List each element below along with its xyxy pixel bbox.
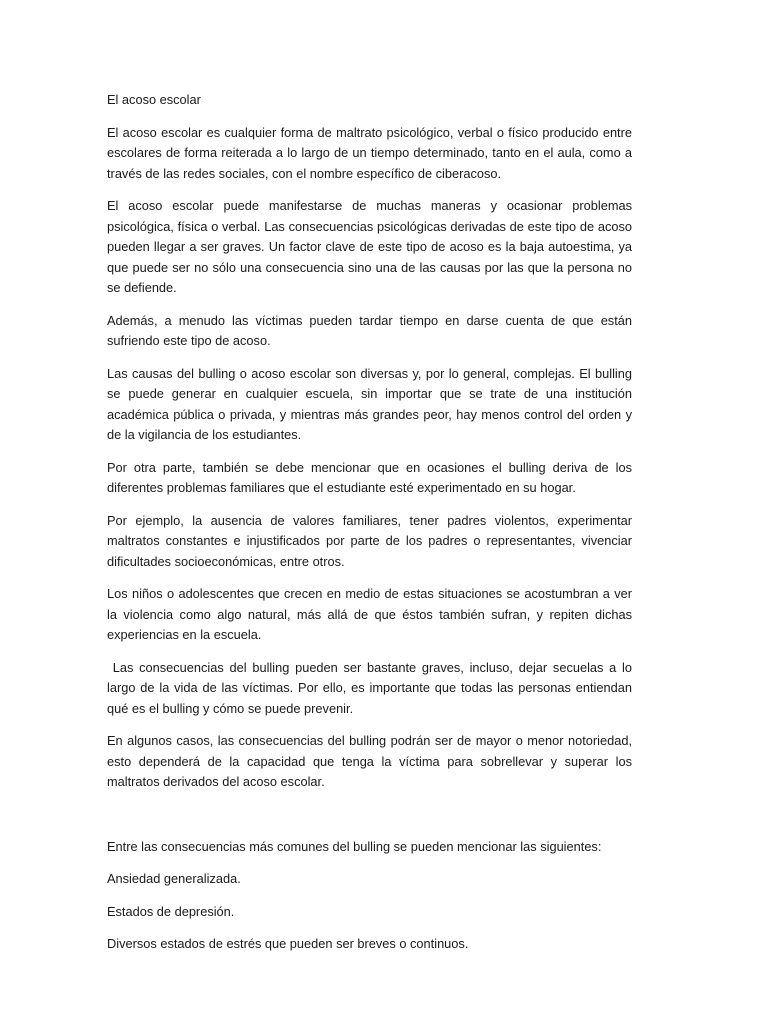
paragraph-manifestations: El acoso escolar puede manifestarse de muchas maneras y ocasionar problemas psicológica, física o verbal. Las consecuencias psicológicas derivadas de este tipo de acoso pueden llegar a ser graves. Un factor clave de este tipo de acoso es la baja autoestima, ya que puede ser no sólo una consecuencia sino una de las causas por las que la persona no se defiende.: [107, 198, 632, 295]
paragraph-violence-normalized: Los niños o adolescentes que crecen en medio de estas situaciones se acostumbran a ver la violencia como algo natural, más allá de que éstos también sufran, y repiten dichas experiencias en la escuela.: [107, 586, 632, 642]
paragraph-causes: Las causas del bulling o acoso escolar son diversas y, por lo general, complejas. El bulling se puede generar en cualquier escuela, sin importar que se trate de una institución académica pública o privada, y mientras más grandes peor, hay menos control del orden y de la vigilancia de los estudiantes.: [107, 365, 632, 442]
paragraph-consequences: Las consecuencias del bulling pueden ser bastante graves, incluso, dejar secuelas a lo largo de la vida de las víctimas. Por ello, es importante que todas las personas entiendan qué es el bulling y cómo se puede prevenir.: [107, 659, 636, 716]
blank-spacer: [107, 805, 632, 837]
document-title: El acoso escolar: [107, 92, 201, 107]
paragraph-definition: El acoso escolar es cualquier forma de maltrato psicológico, verbal o físico producido entre escolares de forma reiterada a lo largo de un tiempo determinado, tanto en el aula, como a través de las redes sociales, con el nombre específico de ciberacoso.: [107, 124, 632, 181]
paragraph-family-problems: Por otra parte, también se debe mencionar que en ocasiones el bulling deriva de los diferentes problemas familiares que el estudiante esté experimentado en su hogar.: [107, 459, 632, 495]
document-body: [107, 90, 636, 967]
paragraph-examples: Por ejemplo, la ausencia de valores familiares, tener padres violentos, experimentar maltratos constantes e injustificados por parte de los padres o representantes, vivenciar dificultades socioeconómicas, entre otros.: [107, 512, 632, 569]
paragraph-severity: En algunos casos, las consecuencias del bulling podrán ser de mayor o menor notoriedad, esto dependerá de la capacidad que tenga la víctima para sobrellevar y superar los maltratos derivados del acoso escolar.: [107, 733, 632, 789]
list-intro: Entre las consecuencias más comunes del bulling se pueden mencionar las siguientes:: [107, 838, 602, 854]
list-item-stress: Diversos estados de estrés que pueden ser breves o continuos.: [107, 936, 469, 951]
paragraph-awareness: Además, a menudo las víctimas pueden tardar tiempo en darse cuenta de que están sufriendo este tipo de acoso.: [107, 312, 632, 348]
list-item-depression: Estados de depresión.: [107, 903, 235, 919]
list-item-anxiety: Ansiedad generalizada.: [107, 871, 241, 886]
